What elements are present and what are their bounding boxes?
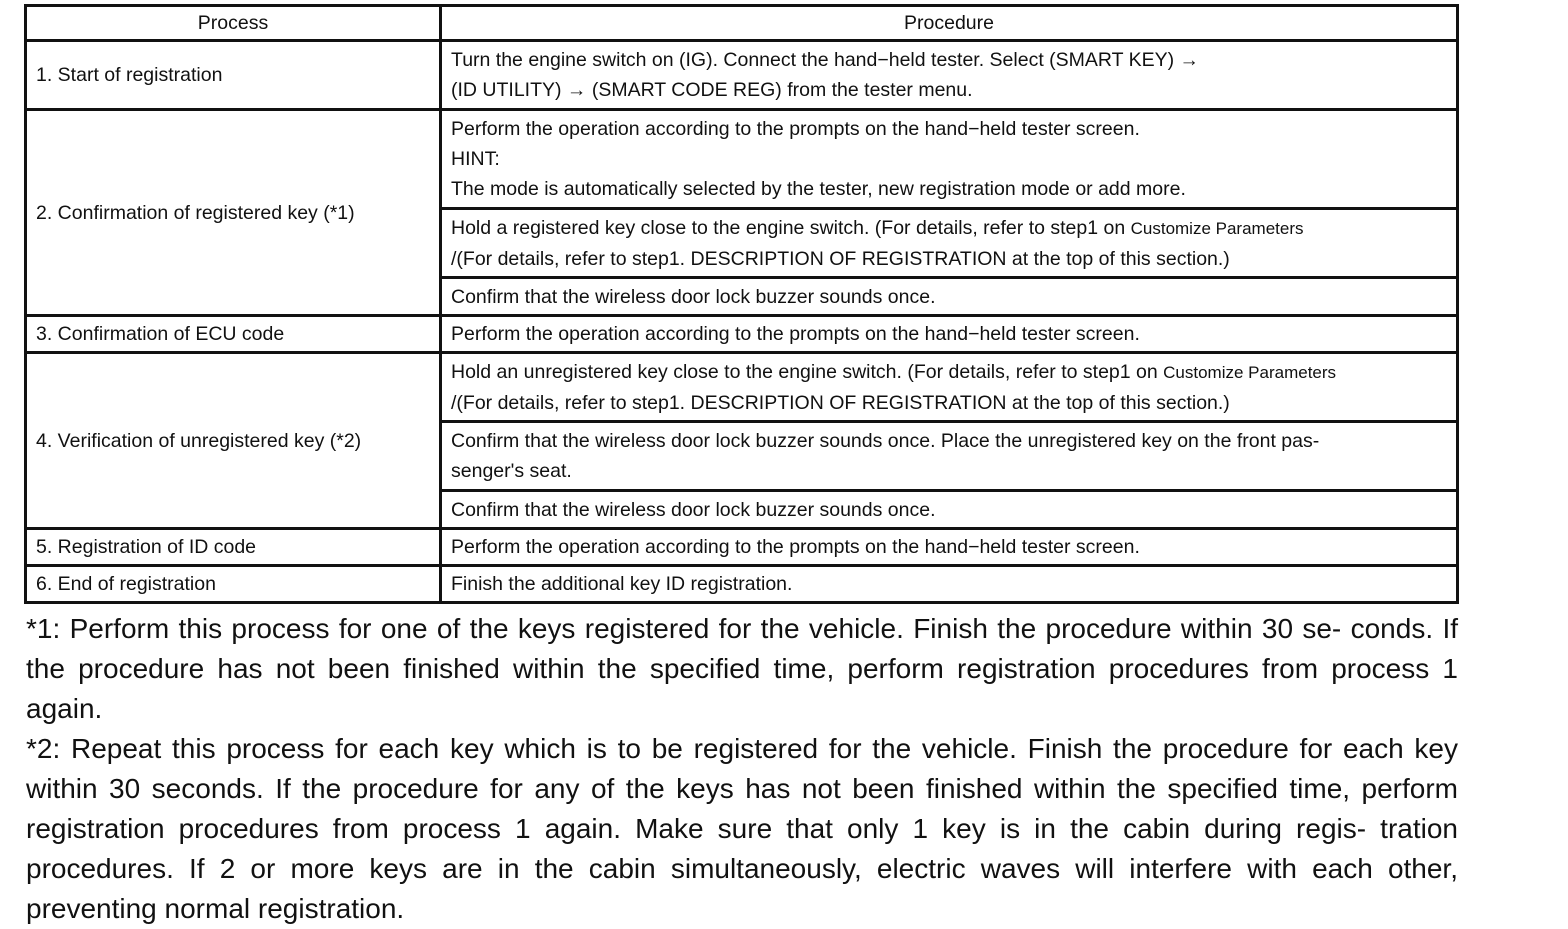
table-row (26, 353, 1458, 422)
procedure-text: Hold an unregistered key close to the engine switch. (For details, refer to step1 on (451, 360, 1158, 383)
procedure-cell-4-3: Confirm that the wireless door lock buzzer sounds once. (441, 491, 1458, 529)
process-cell-6: 6. End of registration (26, 566, 441, 603)
process-cell-1: 1. Start of registration (26, 41, 441, 110)
procedure-column-header: Procedure (441, 6, 1458, 41)
procedure-line: (ID UTILITY) → (SMART CODE REG) from the tester menu. (451, 79, 973, 101)
procedure-cell-3-1: Perform the operation according to the prompts on the hand−held tester screen. (441, 316, 1458, 353)
procedure-line: Confirm that the wireless door lock buzzer sounds once. Place the unregistered key on the front pas- (451, 430, 1320, 452)
procedure-cell-4-1 (441, 353, 1458, 422)
process-cell-3: 3. Confirmation of ECU code (26, 316, 441, 353)
table-row (26, 316, 1458, 353)
procedure-line: senger's seat. (451, 460, 572, 482)
procedure-line (451, 213, 1447, 244)
table-row (26, 110, 1458, 209)
procedure-line: The mode is automatically selected by the tester, new registration mode or add more. (451, 178, 1186, 200)
table-row (26, 529, 1458, 566)
footnotes (26, 609, 1458, 929)
process-column-header: Process (26, 6, 441, 41)
procedure-line: /(For details, refer to step1. DESCRIPTION OF REGISTRATION at the top of this section.) (451, 247, 1230, 270)
procedure-cell-4-2 (441, 422, 1458, 491)
procedure-cell-1-1 (441, 41, 1458, 110)
procedure-line: Perform the operation according to the prompts on the hand−held tester screen. (451, 118, 1140, 140)
table-header-row (26, 6, 1458, 41)
process-cell-2: 2. Confirmation of registered key (*1) (26, 110, 441, 316)
customize-parameters-reference: Customize Parameters (1130, 218, 1304, 238)
procedure-line: /(For details, refer to step1. DESCRIPTION OF REGISTRATION at the top of this section.) (451, 391, 1230, 414)
process-cell-4: 4. Verification of unregistered key (*2) (26, 353, 441, 529)
procedure-line: Turn the engine switch on (IG). Connect the hand−held tester. Select (SMART KEY) → (451, 49, 1200, 71)
procedure-cell-2-2 (441, 209, 1458, 278)
procedure-cell-5-1: Perform the operation according to the prompts on the hand−held tester screen. (441, 529, 1458, 566)
table-row (26, 566, 1458, 603)
customize-parameters-reference: Customize Parameters (1163, 362, 1337, 382)
hint-label: HINT: (451, 148, 500, 170)
footnote-1: *1: Perform this process for one of the keys registered for the vehicle. Finish the procedure within 30 se- conds. If the procedure has not been finished within the specified time, perform registration procedures from process 1 again. (26, 613, 1458, 724)
procedure-line (451, 357, 1447, 388)
procedure-cell-6-1: Finish the additional key ID registration. (441, 566, 1458, 603)
table-row (26, 41, 1458, 110)
procedure-cell-2-3: Confirm that the wireless door lock buzzer sounds once. (441, 278, 1458, 316)
footnote-2: *2: Repeat this process for each key which is to be registered for the vehicle. Finish the procedure for each key within 30 seconds. If the procedure for any of the keys has not been finished within the specified time, perform registration procedures from process 1 again. Make sure that only 1 key is in the cabin during regis- tration procedures. If 2 or more keys are in the cabin simultaneously, electric waves will interfere with each other, preventing normal registration. (26, 733, 1458, 924)
process-cell-5: 5. Registration of ID code (26, 529, 441, 566)
procedure-text: Hold a registered key close to the engine switch. (For details, refer to step1 on (451, 216, 1126, 239)
registration-procedure-table (24, 4, 1459, 604)
procedure-cell-2-1 (441, 110, 1458, 209)
procedure-sheet (24, 4, 1456, 604)
